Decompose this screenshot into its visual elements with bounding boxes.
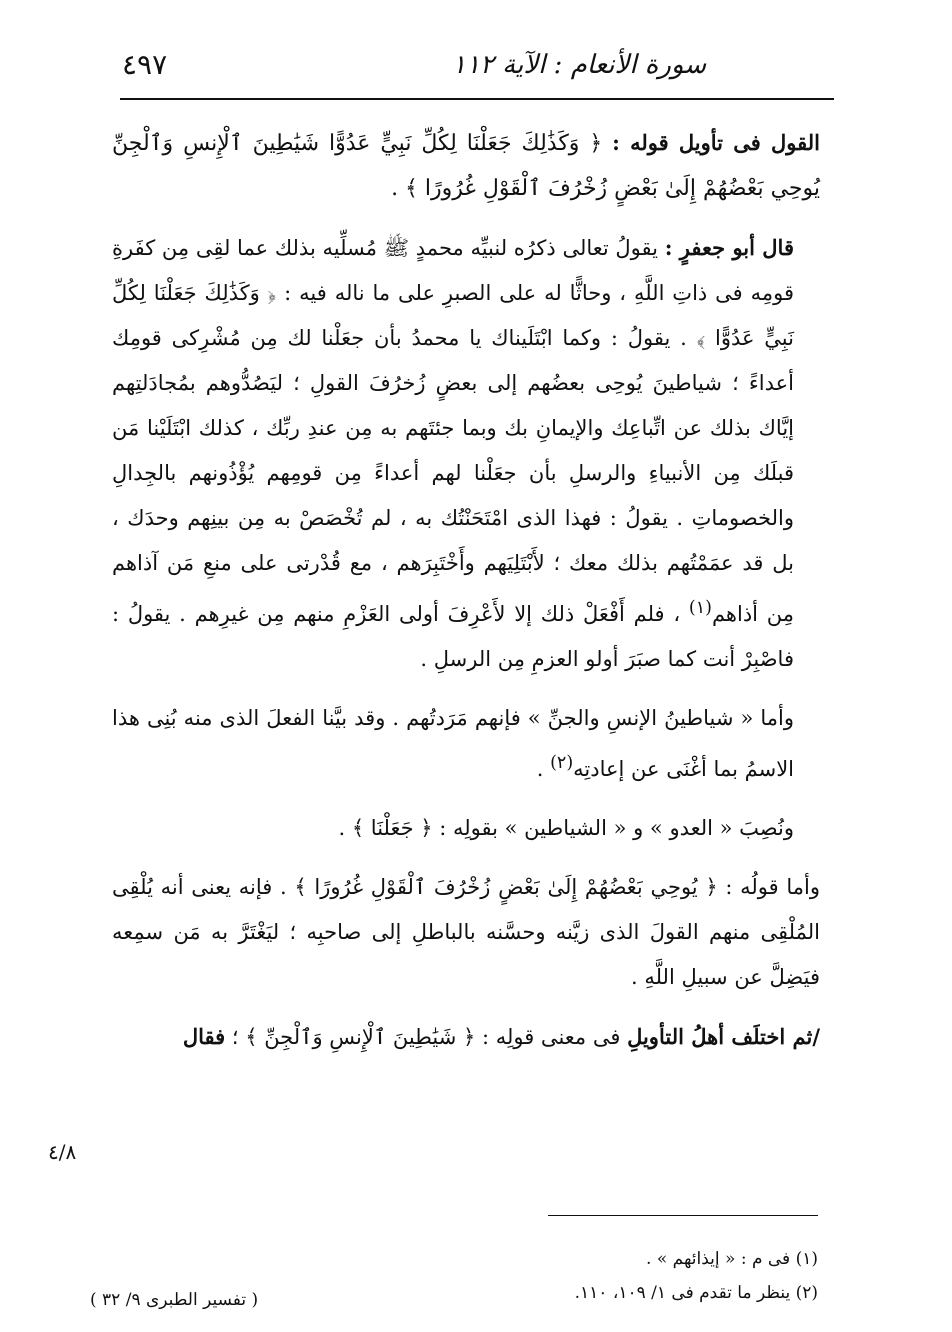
paragraph-lead: القول فى تأويل قوله : bbox=[612, 130, 820, 155]
page-header bbox=[122, 40, 832, 90]
footnote-marker[interactable]: (١) bbox=[688, 598, 712, 618]
main-text bbox=[112, 120, 820, 1074]
paragraph bbox=[112, 696, 820, 792]
header-rule bbox=[120, 98, 834, 100]
paragraph-text: وأما « شياطينُ الإنسِ والجنِّ » فإنهم مَرَدتُهم . وقد بيَّنا الفعلَ الذى منه بُنِى هذا الاسمُ بما أغْنَى عن إعادتِه bbox=[112, 706, 794, 781]
page-number: ٤٩٧ bbox=[122, 48, 168, 81]
paragraph-lead: قال أبو جعفرٍ : bbox=[664, 235, 794, 260]
footnote: (١) فى م : « إيذائهم » . bbox=[646, 1249, 818, 1269]
paragraph bbox=[112, 806, 820, 851]
paragraph-text: فى معنى قولِه : ﴿ شَيَٰطِينَ ٱلْإِنسِ وَٱلْجِنِّ ﴾ ؛ bbox=[225, 1025, 628, 1049]
paragraph-text: يقولُ تعالى ذكرُه لنبيِّه محمدٍ ﷺ مُسلِّيه بذلك عما لقِى مِن كفَرةِ قومِه فى ذاتِ اللَّهِ ، وحاثًّا له على الصبرِ على ما ناله فيه : ﴿ وَكَذَٰلِكَ جَعَلْنَا لِكُلِّ نَبِيٍّ عَدُوًّا ﴾ . يقولُ : وكما ابْتَلَيناك يا محمدُ بأن جعَلْنا لك مِن مُشْرِكى قومِك أعداءً ؛ شياطينَ يُوحِى بعضُهم إلى بعضٍ زُخرُفَ القولِ ؛ ليَصُدُّوهم بمُجادَلتِهم إيَّاك بذلك عن اتِّباعِك والإيمانِ بك وبما جئتَهم به مِن عندِ ربِّك ، كذلك ابْتَلَيْنا مَن قبلَك مِن الأنبياءِ والرسلِ بأن جعَلْنا لهم أعداءً مِن قومِهم يُؤْذُونهم بالجِدالِ والخصوماتِ . يقولُ : فهذا الذى امْتَحَنْتُك به ، لم تُخْصَصْ به مِن بينِهم وحدَك ، بل قد عمَمْتُهم بذلك معك ؛ لأَبْتَلِيَهم وأَخْتَبِرَهم ، مع قُدْرتى على منعِ مَن آذاهم مِن أذاهم bbox=[112, 236, 794, 626]
paragraph bbox=[112, 1014, 820, 1060]
margin-volume-reference: ٤/٨ bbox=[48, 1140, 77, 1164]
paragraph-heading bbox=[112, 120, 820, 211]
paragraph-lead: /ثم اختلَف أهلُ التأويلِ bbox=[627, 1024, 820, 1049]
footnotes bbox=[330, 1242, 818, 1310]
footnote-marker[interactable]: (٢) bbox=[550, 753, 574, 773]
paragraph-text: ونُصِبَ « العدو » و « الشياطين » بقولِه : ﴿ جَعَلْنَا ﴾ . bbox=[338, 816, 794, 840]
paragraph-text: ، فلم أَفْعَلْ ذلك إلا لأَعْرِفَ أولى العَزْمِ منهم مِن غيرِهم . يقولُ : فاصْبِرْ أنت كما صبَرَ أولو العزمِ مِن الرسلِ . bbox=[112, 602, 794, 671]
footnote-rule bbox=[548, 1215, 818, 1216]
running-title: سورة الأنعام : الآية ١١٢ bbox=[452, 50, 707, 80]
footnote: (٢) ينظر ما تقدم فى ١/ ١٠٩، ١١٠. bbox=[574, 1283, 818, 1303]
quran-verse: ﴿ وَكَذَٰلِكَ جَعَلْنَا لِكُلِّ نَبِيٍّ عَدُوًّا شَيَٰطِينَ ٱلْإِنسِ وَٱلْجِنِّ يُوحِي بَعْضُهُمْ إِلَىٰ بَعْضٍ زُخْرُفَ ٱلْقَوْلِ غُرُورًا ﴾ . bbox=[112, 131, 820, 201]
paragraph bbox=[112, 865, 820, 1000]
footer-signature: ( تفسير الطبرى ٩/ ٣٢ ) bbox=[90, 1290, 259, 1310]
paragraph-text: وأما قولُه : ﴿ يُوحِي بَعْضُهُمْ إِلَىٰ بَعْضٍ زُخْرُفَ ٱلْقَوْلِ غُرُورًا ﴾ . فإنه يعنى أنه يُلْقِى المُلْقِى منهم القولَ الذى زيَّنه وحسَّنه بالباطلِ إلى صاحبِه ؛ ليَغْتَرَّ به مَن سمِعه فيَضِلَّ عن سبيلِ اللَّهِ . bbox=[112, 875, 820, 989]
paragraph bbox=[112, 225, 820, 682]
paragraph-text: . bbox=[536, 757, 551, 781]
paragraph-tail: فقال bbox=[182, 1024, 226, 1049]
